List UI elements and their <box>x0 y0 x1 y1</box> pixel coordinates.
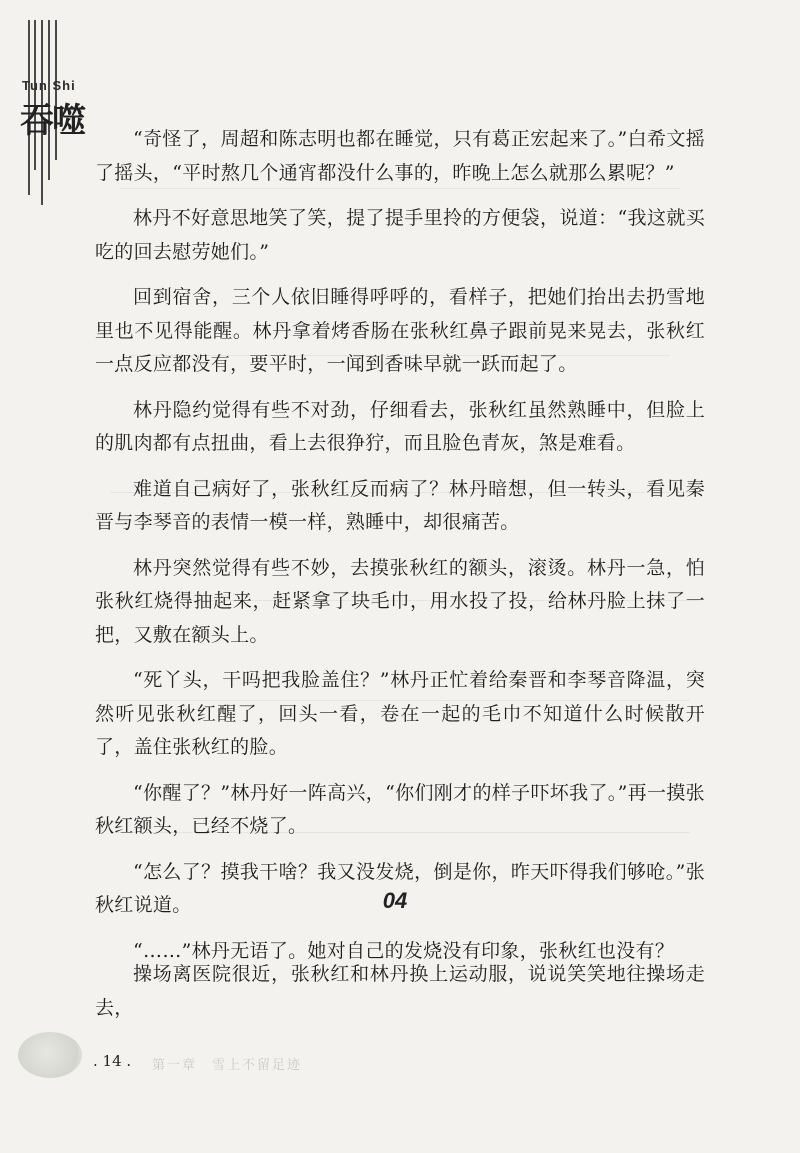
logo-latin-text: Tun Shi <box>22 78 76 93</box>
body-text-continued <box>95 958 705 1037</box>
paragraph: “你醒了？”林丹好一阵高兴，“你们刚才的样子吓坏我了。”再一摸张秋红额头，已经不烧了。 <box>95 781 705 837</box>
section-number: 04 <box>382 888 408 913</box>
paragraph: “……”林丹无语了。她对自己的发烧没有印象，张秋红也没有？ <box>133 939 675 962</box>
paragraph: 操场离医院很近，张秋红和林丹换上运动服，说说笑笑地往操场走去， <box>95 963 705 1019</box>
paragraph: 难道自己病好了，张秋红反而病了？林丹暗想，但一转头，看见秦晋与李琴音的表情一模一样，熟睡中，却很痛苦。 <box>95 477 705 533</box>
paragraph: “奇怪了，周超和陈志明也都在睡觉，只有葛正宏起来了。”白希文摇了摇头，“平时熬几个通宵都没什么事的，昨晚上怎么就那么累呢？” <box>95 128 705 184</box>
running-head: 第一章 雪上不留足迹 <box>152 1058 303 1073</box>
paragraph: 林丹隐约觉得有些不对劲，仔细看去，张秋红虽然熟睡中，但脸上的肌肉都有点扭曲，看上去很狰狞，而且脸色青灰，煞是难看。 <box>95 398 705 454</box>
paragraph: “怎么了？摸我干啥？我又没发烧，倒是你，昨天吓得我们够呛。”张秋红说道。 <box>95 860 705 916</box>
paragraph: 林丹突然觉得有些不妙，去摸张秋红的额头，滚烫。林丹一急，怕张秋红烧得抽起来，赶紧拿了块毛巾，用水投了投，给林丹脸上抹了一把，又敷在额头上。 <box>95 556 705 646</box>
footer-emblem-icon <box>18 1032 82 1078</box>
paragraph: “死丫头，干吗把我脸盖住？”林丹正忙着给秦晋和李琴音降温，突然听见张秋红醒了，回头一看，卷在一起的毛巾不知道什么时候散开了，盖住张秋红的脸。 <box>95 669 705 758</box>
paragraph: 回到宿舍，三个人依旧睡得呼呼的，看样子，把她们抬出去扔雪地里也不见得能醒。林丹拿着烤香肠在张秋红鼻子跟前晃来晃去，张秋红一点反应都没有，要平时，一闻到香味早就一跃而起了。 <box>95 286 705 375</box>
page-number: . 14 . <box>93 1052 132 1070</box>
paragraph: 林丹不好意思地笑了笑，提了提手里拎的方便袋，说道：“我这就买吃的回去慰劳她们。” <box>95 207 705 263</box>
logo-title-text: 吞噬 <box>20 101 84 141</box>
body-text <box>95 123 705 980</box>
